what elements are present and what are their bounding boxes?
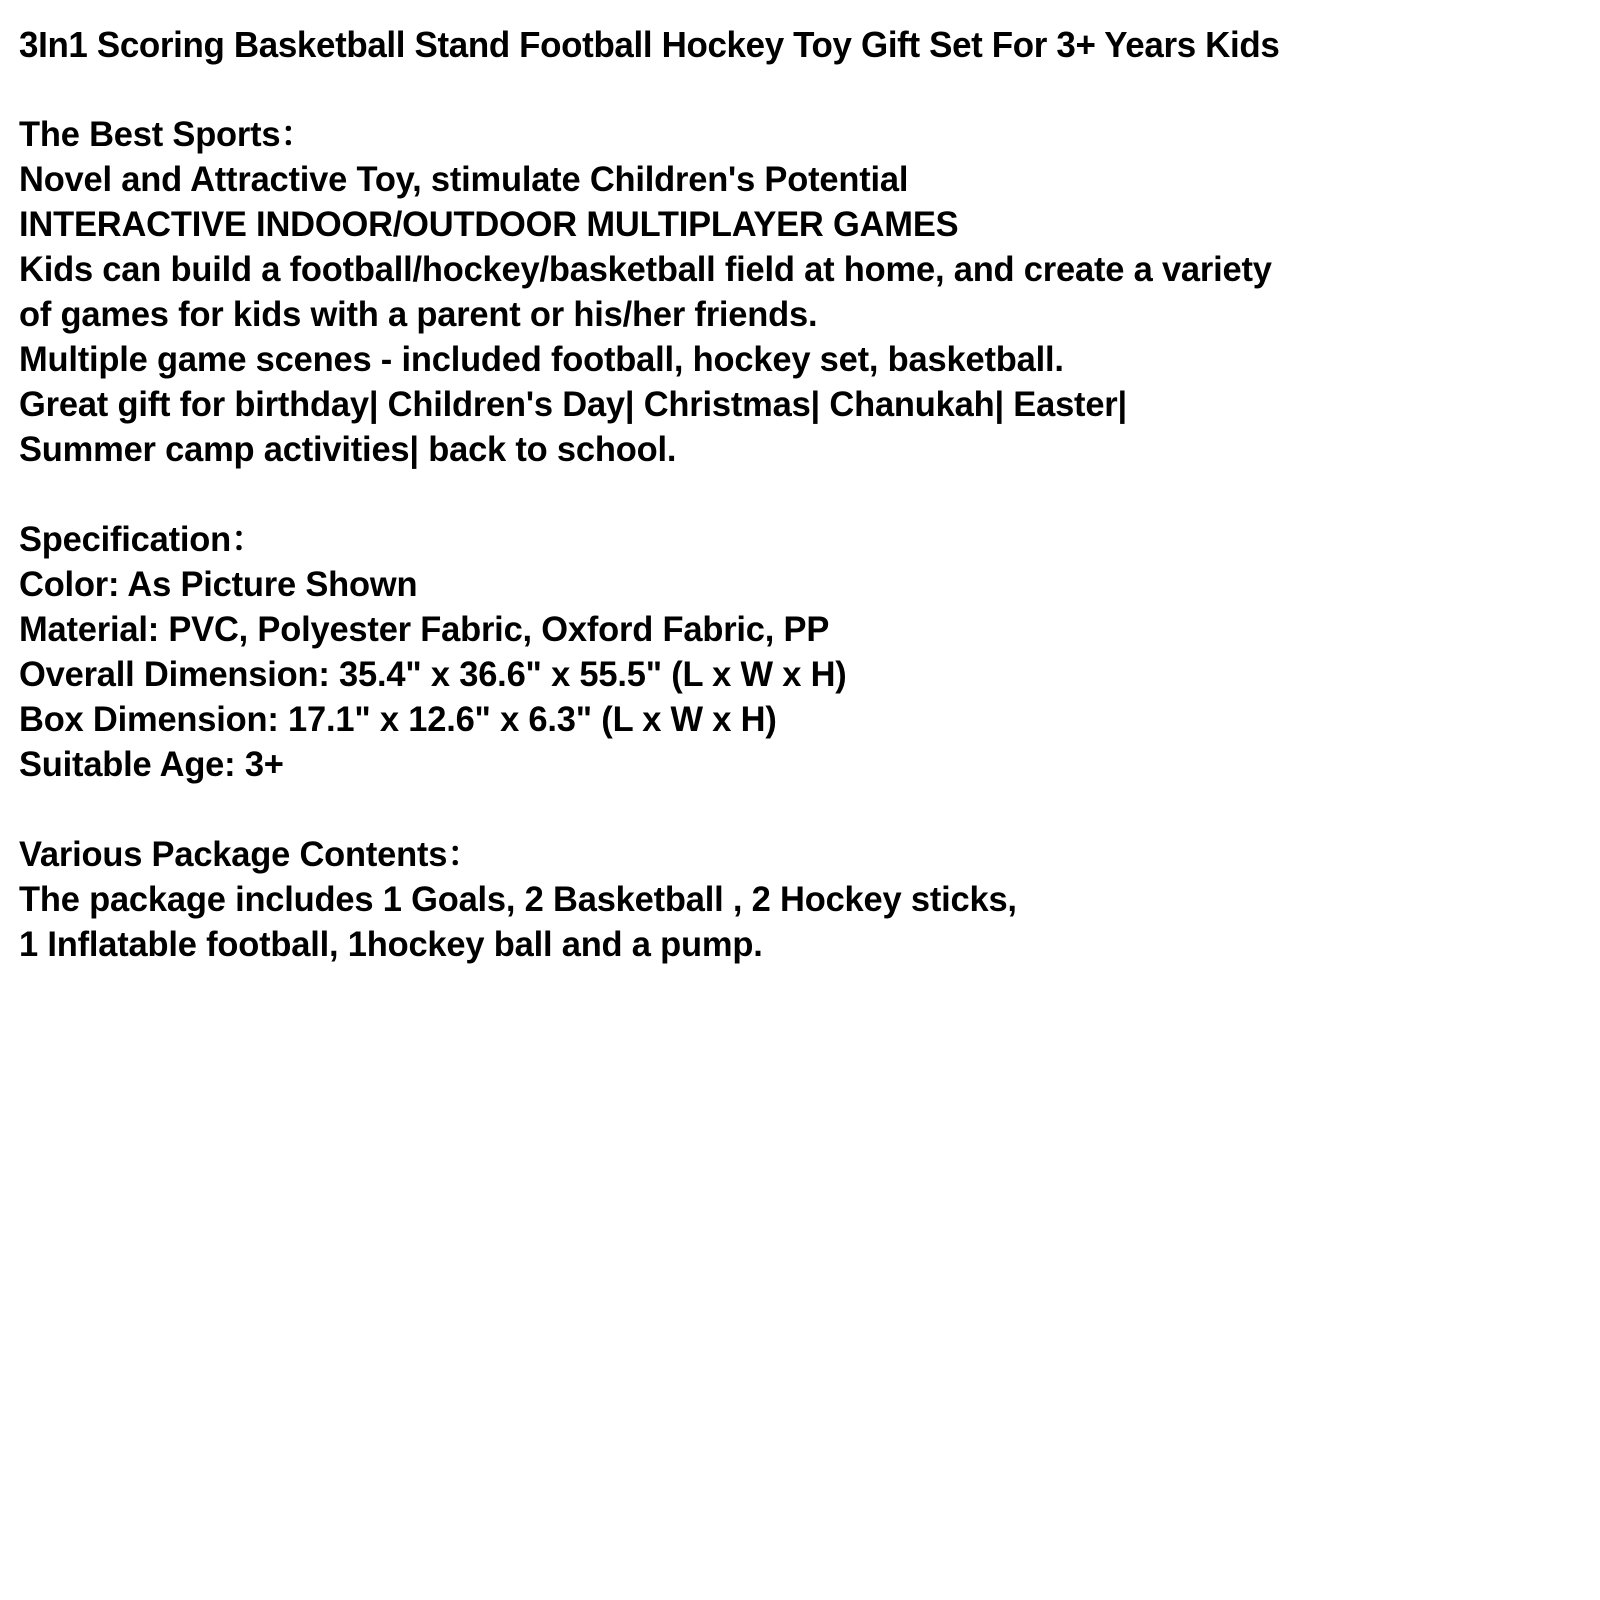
best-sports-line-1: Novel and Attractive Toy, stimulate Children's Potential bbox=[19, 160, 909, 199]
best-sports-line-6: Great gift for birthday| Children's Day| Christmas| Chanukah| Easter| bbox=[19, 385, 1127, 424]
package-contents-line-1: The package includes 1 Goals, 2 Basketball , 2 Hockey sticks, bbox=[19, 880, 1017, 919]
spacer-line-3 bbox=[19, 787, 1576, 832]
section-heading-specification: Specification： bbox=[19, 520, 266, 559]
best-sports-line-7: Summer camp activities| back to school. bbox=[19, 430, 677, 469]
best-sports-line-3: Kids can build a football/hockey/basketball field at home, and create a variety bbox=[19, 250, 1272, 289]
section-heading-best-sports: The Best Sports： bbox=[19, 115, 315, 154]
best-sports-line-5: Multiple game scenes - included football, hockey set, basketball. bbox=[19, 340, 1064, 379]
spec-line-suitable-age: Suitable Age: 3+ bbox=[19, 745, 284, 784]
package-contents-line-2: 1 Inflatable football, 1hockey ball and a pump. bbox=[19, 925, 763, 964]
section-heading-package-contents: Various Package Contents： bbox=[19, 835, 482, 874]
spec-line-box-dimension: Box Dimension: 17.1" x 12.6" x 6.3" (L x W x H) bbox=[19, 700, 777, 739]
spacer-line-1 bbox=[19, 67, 1576, 112]
best-sports-line-2: INTERACTIVE INDOOR/OUTDOOR MULTIPLAYER GAMES bbox=[19, 205, 959, 244]
spacer-line-2 bbox=[19, 472, 1576, 517]
spec-line-color: Color: As Picture Shown bbox=[19, 565, 418, 604]
best-sports-line-4: of games for kids with a parent or his/her friends. bbox=[19, 295, 818, 334]
spec-line-overall-dimension: Overall Dimension: 35.4" x 36.6" x 55.5" (L x W x H) bbox=[19, 655, 847, 694]
page-title: 3In1 Scoring Basketball Stand Football Hockey Toy Gift Set For 3+ Years Kids bbox=[19, 24, 1280, 65]
spec-line-material: Material: PVC, Polyester Fabric, Oxford Fabric, PP bbox=[19, 610, 830, 649]
